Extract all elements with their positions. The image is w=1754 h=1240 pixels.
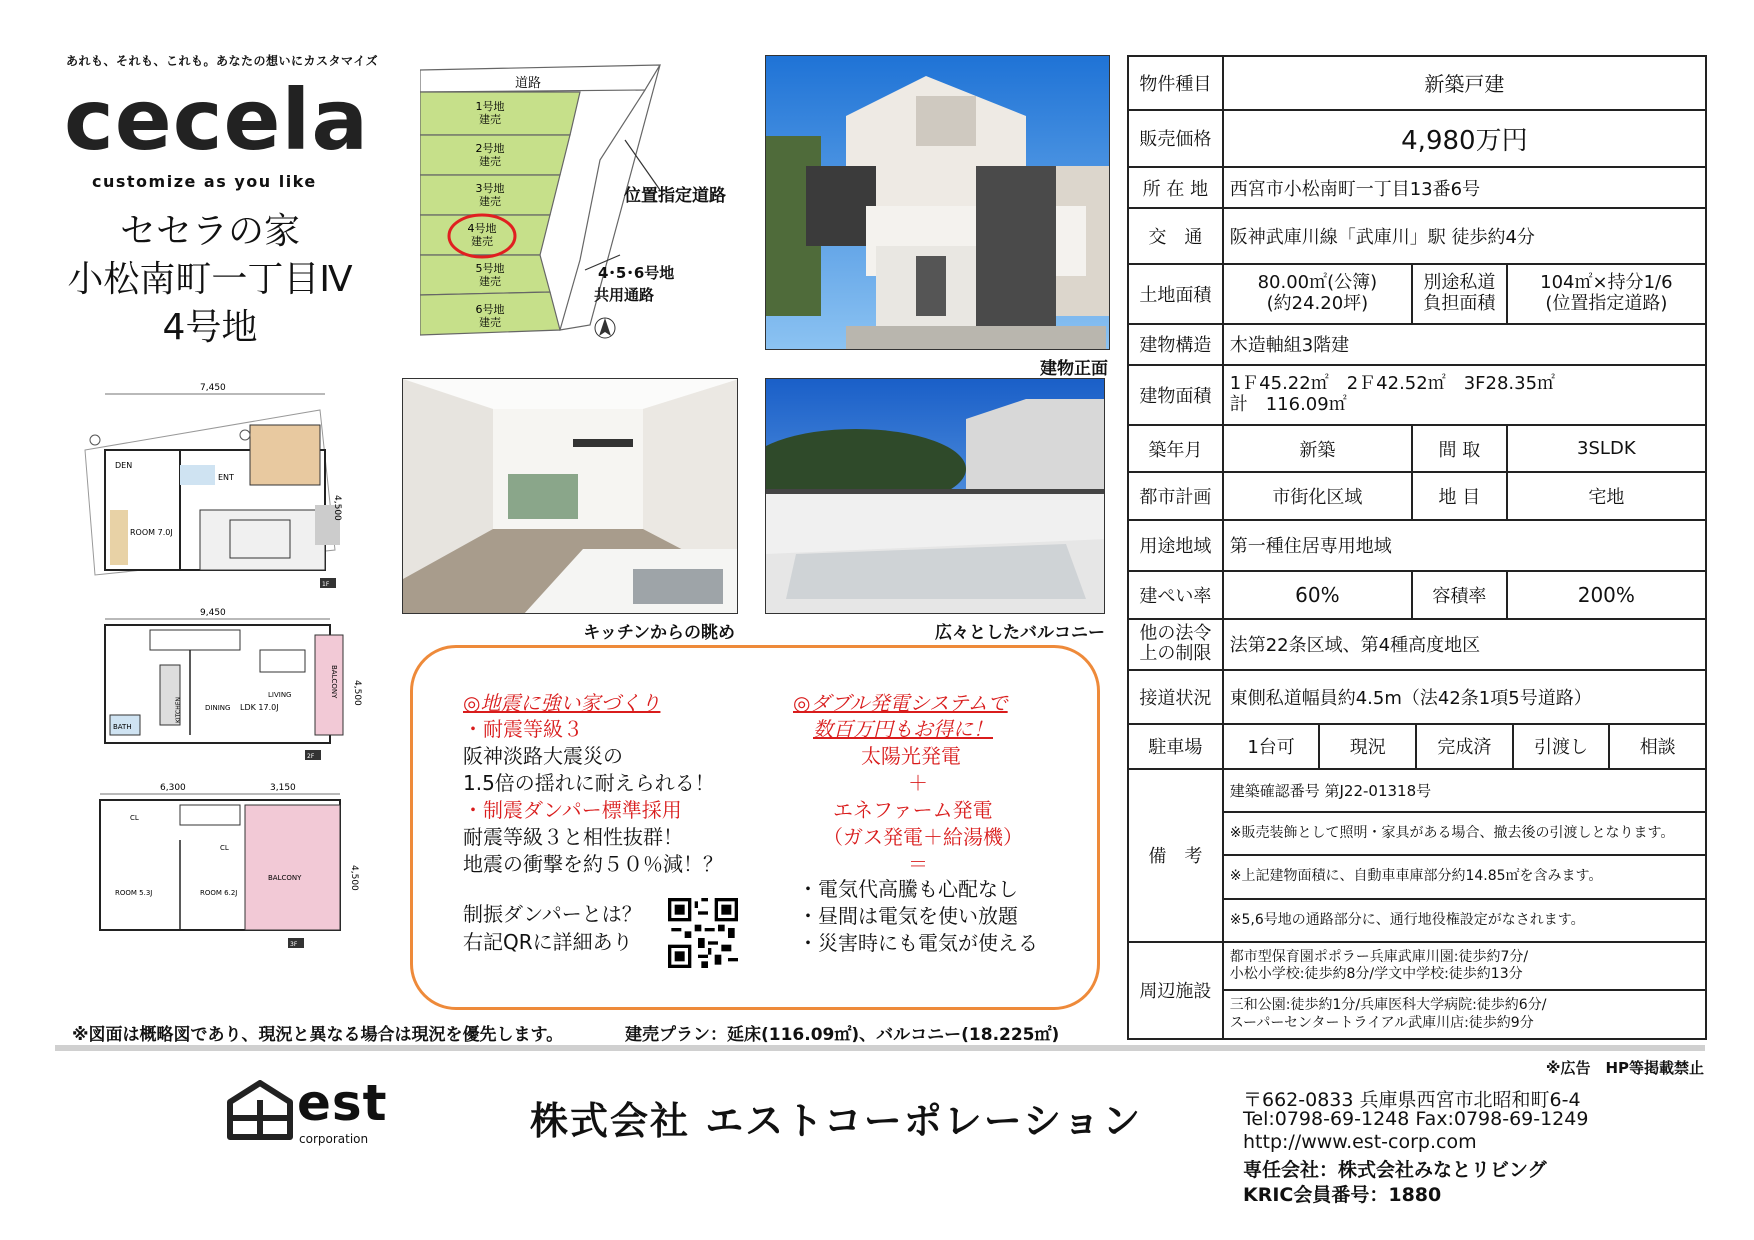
spec-price-header: 販売価格: [1128, 110, 1223, 168]
spec-nearby-1b: 小松小学校:徒歩約8分/学文中学校:徒歩約13分: [1229, 966, 1523, 983]
spec-city-header: 都市計画: [1128, 472, 1223, 519]
promo-left-point2: ・制震ダンパー標準採用: [463, 798, 682, 822]
spec-nearby-header: 周辺施設: [1128, 942, 1223, 1039]
f2-depth-dim: 4,500: [352, 680, 362, 706]
spec-structure-header: 建物構造: [1128, 324, 1223, 365]
disclaimer-note: ※図面は概略図であり、現況と異なる場合は現況を優先します。: [72, 1025, 564, 1045]
spec-nearby-1a: 都市型保育園ポポラー兵庫武庫川園:徒歩約7分/: [1229, 948, 1529, 965]
kitchen-photo: [402, 378, 738, 614]
spec-zoning-header: 用途地域: [1128, 520, 1223, 572]
f2-room-dining: DINING: [205, 704, 231, 712]
spec-far-value: 200%: [1507, 571, 1706, 618]
promo-left-line1: 阪神淡路大震災の: [463, 744, 623, 768]
spec-floor-area-value: [1223, 365, 1706, 425]
spec-parking-value-1: 1台可: [1224, 725, 1321, 768]
spec-row-city: [1128, 472, 1706, 519]
spec-structure-value: 木造軸組3階建: [1223, 324, 1706, 365]
property-title-line-1: セセラの家: [119, 211, 300, 252]
spec-other-header: [1128, 619, 1223, 671]
f2-room-living: LIVING: [268, 691, 292, 699]
agent-company: 専任会社：株式会社みなとリビング: [1243, 1159, 1547, 1181]
spec-floor-area-header: 建物面積: [1128, 365, 1223, 425]
spec-row-parking: [1128, 724, 1706, 769]
spec-parking-value-2: 現況: [1320, 725, 1417, 768]
promo-equals: ＝: [908, 852, 928, 876]
est-logo-sub: corporation: [299, 1132, 369, 1146]
promo-enefarm: エネファーム発電: [833, 798, 993, 822]
f1-width-dim: 7,450: [200, 383, 226, 393]
est-logo: [225, 1074, 388, 1150]
spec-other-header-2: 上の制限: [1139, 643, 1212, 665]
spec-row-type: [1128, 56, 1706, 110]
spec-built-header: 築年月: [1128, 425, 1223, 472]
lot-3-label-a: 3号地: [475, 182, 505, 195]
promo-right-heading2: 数百万円もお得に！: [813, 717, 993, 741]
company-name: 株式会社 エストコーポレーション: [530, 1099, 1143, 1143]
spec-row-road: [1128, 670, 1706, 724]
f3-room-balcony: BALCONY: [268, 874, 302, 882]
promo-right-heading1: ◎ダブル発電システムで: [793, 691, 1008, 715]
lot-3-label-b: 建売: [479, 195, 501, 208]
f1-depth-dim: 4,500: [332, 495, 342, 521]
f2-tag: 2F: [307, 753, 315, 760]
spec-parking-value-4: 引渡し: [1514, 725, 1611, 768]
spec-road-value: 東側私道幅員約4.5m（法42条1項5号道路）: [1223, 670, 1706, 724]
spec-location-value: 西宮市小松南町一丁目13番6号: [1223, 167, 1706, 208]
front-photo: [765, 55, 1110, 350]
f2-room-kitchen: KITCHEN: [175, 697, 182, 723]
lot-6-label-b: 建売: [479, 316, 501, 329]
kric-number: KRIC会員番号：1880: [1243, 1184, 1442, 1206]
spec-table: [1127, 55, 1707, 1040]
lot-2-label-b: 建売: [479, 155, 501, 168]
f3-cl-2: CL: [220, 844, 229, 852]
promo-left-line3: 耐震等級３と相性抜群！: [463, 825, 683, 849]
f3-depth-dim: 4,500: [349, 865, 359, 891]
floor-plan-1f-svg: [70, 380, 360, 595]
promo-bullet-2: ・昼間は電気を使い放題: [798, 904, 1018, 928]
lots-group: [420, 92, 580, 335]
promo-plus: ＋: [908, 771, 928, 795]
spec-parking-value-3: 完成済: [1417, 725, 1514, 768]
spec-remarks-4: ※5,6号地の通路部分に、通行地役権設定がなされます。: [1223, 899, 1706, 942]
spec-remarks-header: 備 考: [1128, 769, 1223, 942]
promo-left-line6: 右記QRに詳細あり: [463, 930, 633, 954]
spec-nearby-1: [1223, 942, 1706, 990]
spec-type-header: 物件種目: [1128, 56, 1223, 110]
spec-row-remarks-1: [1128, 769, 1706, 812]
spec-location-header: 所 在 地: [1128, 167, 1223, 208]
promo-left-line2: 1.5倍の揺れに耐えられる！: [463, 771, 715, 795]
spec-row-zoning: [1128, 520, 1706, 572]
property-title-line-2: 小松南町一丁目Ⅳ: [67, 259, 353, 300]
plan-summary-note: 建売プラン：延床(116.09㎡)、バルコニー(18.225㎡): [625, 1025, 1060, 1045]
f1-room-den: DEN: [115, 461, 133, 470]
spec-price-value: 4,980万円: [1223, 110, 1706, 168]
spec-row-ratio: [1128, 571, 1706, 618]
tagline: あれも、それも、これも。あなたの想いにカスタマイズ: [66, 54, 379, 68]
spec-access-value: 阪神武庫川線「武庫川」駅 徒歩約4分: [1223, 208, 1706, 264]
spec-private-road-header: [1412, 264, 1507, 324]
spec-nearby-2a: 三和公園:徒歩約1分/兵庫医科大学病院:徒歩約6分/: [1229, 997, 1547, 1014]
floor-plan-1f: [70, 380, 360, 595]
spec-landcat-header: 地 目: [1412, 472, 1507, 519]
promo-box: [410, 645, 1100, 1010]
front-photo-caption: 建物正面: [1040, 359, 1108, 379]
spec-floor-area-value-1: 1Ｆ45.22㎡ 2Ｆ42.52㎡ 3F28.35㎡: [1229, 373, 1556, 395]
spec-road-header: 接道状況: [1128, 670, 1223, 724]
shared-path-label-2: 共用通路: [594, 286, 655, 304]
spec-parking-value-5: 相談: [1639, 737, 1676, 759]
f3-width-dim-a: 6,300: [160, 783, 186, 793]
spec-land-header: 土地面積: [1128, 264, 1223, 324]
footer-divider: [55, 1045, 1705, 1051]
promo-solar: 太陽光発電: [861, 744, 961, 768]
north-arrow-icon: [595, 318, 615, 338]
f2-room-balcony: BALCONY: [330, 665, 338, 699]
spec-type-value: 新築戸建: [1223, 56, 1706, 110]
f2-room-bath: BATH: [113, 723, 132, 731]
logo-subtitle: customize as you like: [92, 172, 317, 191]
cecela-logo: cecela: [64, 71, 370, 169]
spec-layout-header: 間 取: [1412, 425, 1507, 472]
spec-remarks-1: 建築確認番号 第J22-01318号: [1223, 769, 1706, 812]
lot-5-label-b: 建売: [479, 275, 501, 288]
f1-room-7: ROOM 7.0J: [130, 528, 173, 537]
qr-code-icon[interactable]: [668, 898, 738, 968]
company-address: 〒662-0833 兵庫県西宮市北昭和町6-4: [1243, 1089, 1581, 1111]
promo-left-line5: 制振ダンパーとは？: [463, 902, 642, 926]
spec-row-location: [1128, 167, 1706, 208]
spec-other-header-1: 他の法令: [1139, 623, 1212, 645]
spec-zoning-value: 第一種住居専用地域: [1223, 520, 1706, 572]
spec-row-nearby-1: [1128, 942, 1706, 990]
lot-4-label-b: 建売: [471, 235, 493, 248]
spec-row-land: [1128, 264, 1706, 324]
spec-parking-cell: [1223, 724, 1706, 769]
floor-plan-3f-svg: [70, 780, 370, 955]
lot-1-label-a: 1号地: [475, 100, 505, 113]
f2-width-dim: 9,450: [200, 608, 226, 618]
property-title-line-3: 4号地: [162, 307, 258, 348]
promo-left-line4: 地震の衝撃を約５０％減！？: [463, 852, 723, 876]
spec-land-value: [1223, 264, 1412, 324]
spec-private-road-header-1: 別途私道: [1423, 272, 1496, 294]
f3-room-a: ROOM 5.3J: [115, 889, 153, 897]
balcony-photo-illustration: [766, 379, 1105, 614]
lot-5-label-a: 5号地: [475, 262, 505, 275]
spec-private-road-value-1: 104㎡×持分1/6: [1540, 272, 1673, 294]
balcony-photo: [765, 378, 1105, 614]
top-road-label: 道路: [515, 76, 542, 91]
f3-cl-1: CL: [130, 814, 139, 822]
spec-bcr-value: 60%: [1223, 571, 1412, 618]
lot-6-label-a: 6号地: [475, 303, 505, 316]
company-url[interactable]: http://www.est-corp.com: [1243, 1131, 1477, 1153]
spec-private-road-value-2: (位置指定道路): [1545, 292, 1668, 314]
spec-landcat-value: 宅地: [1507, 472, 1706, 519]
est-house-icon: [225, 1080, 295, 1140]
spec-row-structure: [1128, 324, 1706, 365]
f1-room-ent: ENT: [218, 473, 234, 482]
f2-room-ldk: LDK 17.0J: [240, 703, 279, 712]
spec-access-header: 交 通: [1128, 208, 1223, 264]
spec-private-road-value: [1507, 264, 1706, 324]
spec-far-header: 容積率: [1412, 571, 1507, 618]
lot-1-label-b: 建売: [479, 113, 501, 126]
spec-remarks-3: ※上記建物面積に、自動車車庫部分約14.85㎡を含みます。: [1223, 855, 1706, 898]
spec-nearby-2: [1223, 990, 1706, 1039]
f3-room-b: ROOM 6.2J: [200, 889, 238, 897]
spec-parking-header: 駐車場: [1128, 724, 1223, 769]
spec-floor-area-value-2: 計 116.09㎡: [1229, 393, 1347, 415]
f3-tag: 3F: [290, 941, 298, 948]
spec-private-road-header-2: 負担面積: [1423, 292, 1496, 314]
spec-row-access: [1128, 208, 1706, 264]
spec-land-value-2: (約24.20坪): [1266, 292, 1369, 314]
promo-left-heading: ◎地震に強い家づくり: [463, 691, 661, 715]
spec-row-floor-area: [1128, 365, 1706, 425]
designated-road-label: 位置指定道路: [624, 186, 726, 206]
spec-land-value-1: 80.00㎡(公簿): [1257, 272, 1378, 294]
spec-layout-value: 3SLDK: [1507, 425, 1706, 472]
ad-note: ※広告 HP等掲載禁止: [1545, 1059, 1704, 1077]
shared-path-label-1: 4･5･6号地: [598, 264, 675, 282]
floor-plan-3f: [70, 780, 370, 955]
lot-4-label-a: 4号地: [467, 222, 497, 235]
promo-bullet-3: ・災害時にも電気が使える: [798, 931, 1038, 955]
balcony-photo-caption: 広々としたバルコニー: [935, 623, 1105, 643]
company-tel-fax: Tel:0798-69-1248 Fax:0798-69-1249: [1243, 1108, 1589, 1130]
spec-nearby-2b: スーパーセンタートライアル武庫川店:徒歩約9分: [1229, 1014, 1534, 1031]
spec-remarks-2: ※販売装飾として照明・家具がある場合、撤去後の引渡しとなります。: [1223, 812, 1706, 855]
spec-parking-values: [1224, 725, 1705, 768]
kitchen-photo-illustration: [403, 379, 738, 614]
spec-city-value: 市街化区域: [1223, 472, 1412, 519]
spec-other-value: 法第22条区域、第4種高度地区: [1223, 619, 1706, 671]
promo-enefarm-sub: （ガス発電＋給湯機）: [823, 825, 1023, 849]
spec-bcr-header: 建ぺい率: [1128, 571, 1223, 618]
spec-row-other: [1128, 619, 1706, 671]
est-logo-text: est: [297, 1074, 388, 1132]
promo-left-point1: ・耐震等級３: [463, 717, 583, 741]
f1-tag: 1F: [322, 581, 330, 588]
lot-2-label-a: 2号地: [475, 142, 505, 155]
spec-row-price: [1128, 110, 1706, 168]
floor-plan-2f: [70, 605, 370, 765]
spec-row-built: [1128, 425, 1706, 472]
front-photo-illustration: [766, 56, 1110, 350]
spec-built-value: 新築: [1223, 425, 1412, 472]
kitchen-photo-caption: キッチンからの眺め: [583, 623, 735, 643]
promo-bullet-1: ・電気代高騰も心配なし: [798, 877, 1018, 901]
floor-plan-2f-svg: [70, 605, 370, 765]
f3-width-dim-b: 3,150: [270, 783, 296, 793]
